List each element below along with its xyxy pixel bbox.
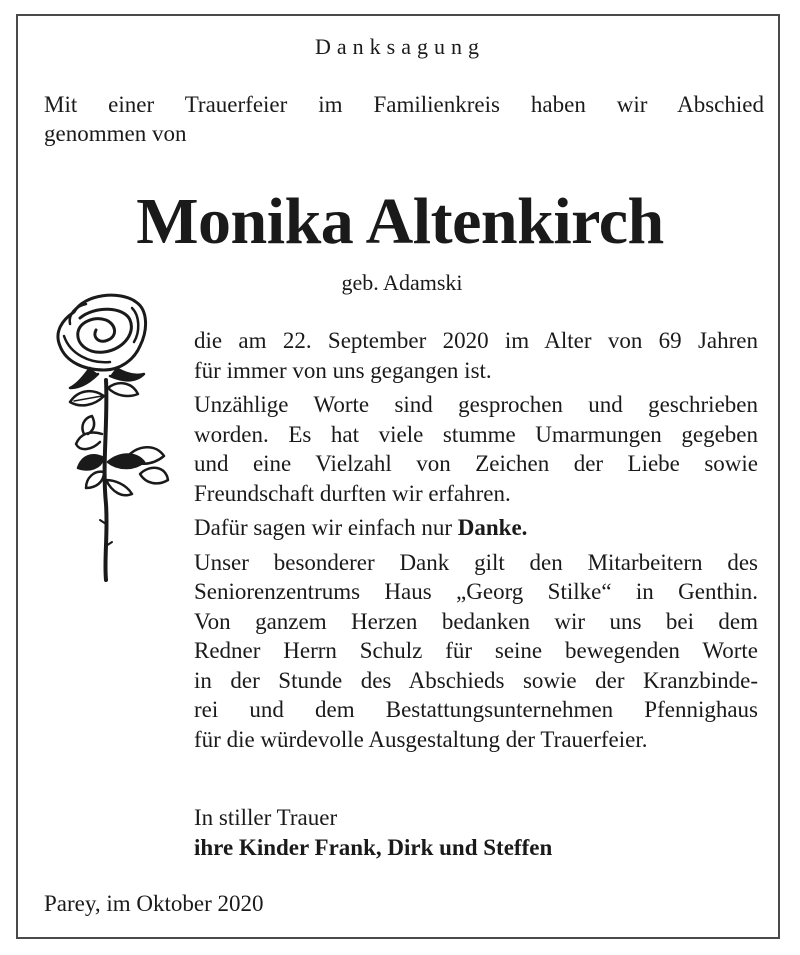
- signatories: ihre Kinder Frank, Dirk und Steffen: [194, 835, 553, 860]
- text-line: Freundschaft durften wir erfahren.: [194, 480, 511, 506]
- closing-phrase: In stiller Trauer: [194, 805, 338, 830]
- rose-icon: [40, 284, 170, 584]
- text-line: für immer von uns gegangen ist.: [194, 357, 492, 383]
- intro-line-1: Mit einer Trauerfeier im Familienkreis haben wir Abschied: [44, 92, 764, 117]
- maiden-name: geb. Adamski: [341, 270, 463, 295]
- intro-text: [44, 90, 764, 148]
- paragraph-words: [194, 390, 758, 508]
- signoff: [194, 803, 754, 863]
- notice-body: [194, 326, 758, 759]
- intro-line-2: genommen von: [44, 121, 187, 146]
- text-line: rei und dem Bestattungsunternehmen Pfennighaus: [194, 697, 758, 722]
- text-line: Redner Herrn Schulz für seine bewegenden Worte: [194, 638, 758, 663]
- text-line: Unser besonderer Dank gilt den Mitarbeitern des: [194, 549, 758, 575]
- thanks-prefix: Dafür sagen wir einfach nur: [194, 515, 458, 540]
- notice-heading: Danksagung: [315, 34, 485, 59]
- place-date: Parey, im Oktober 2020: [44, 891, 264, 916]
- paragraph-acknowledgements: [194, 548, 758, 755]
- obituary-notice: [16, 14, 780, 939]
- text-line: die am 22. September 2020 im Alter von 69 Jahren: [194, 328, 758, 353]
- text-line: Unzählige Worte sind gesprochen und geschrieben: [194, 392, 758, 417]
- paragraph-thanks: [194, 513, 758, 543]
- text-line: worden. Es hat viele stumme Umarmungen gegeben: [194, 421, 758, 447]
- thanks-emphasis: Danke.: [457, 515, 528, 540]
- text-line: in der Stunde des Abschieds sowie der Kranzbinde-: [194, 667, 758, 693]
- deceased-name: Monika Altenkirch: [136, 185, 664, 258]
- text-line: für die würdevolle Ausgestaltung der Trauerfeier.: [194, 726, 648, 752]
- paragraph-passing: [194, 326, 758, 385]
- text-line: und eine Vielzahl von Zeichen der Liebe sowie: [194, 451, 758, 476]
- text-line: Seniorenzentrums Haus „Georg Stilke“ in Genthin.: [194, 579, 758, 604]
- text-line: Von ganzem Herzen bedanken wir uns bei dem: [194, 608, 758, 634]
